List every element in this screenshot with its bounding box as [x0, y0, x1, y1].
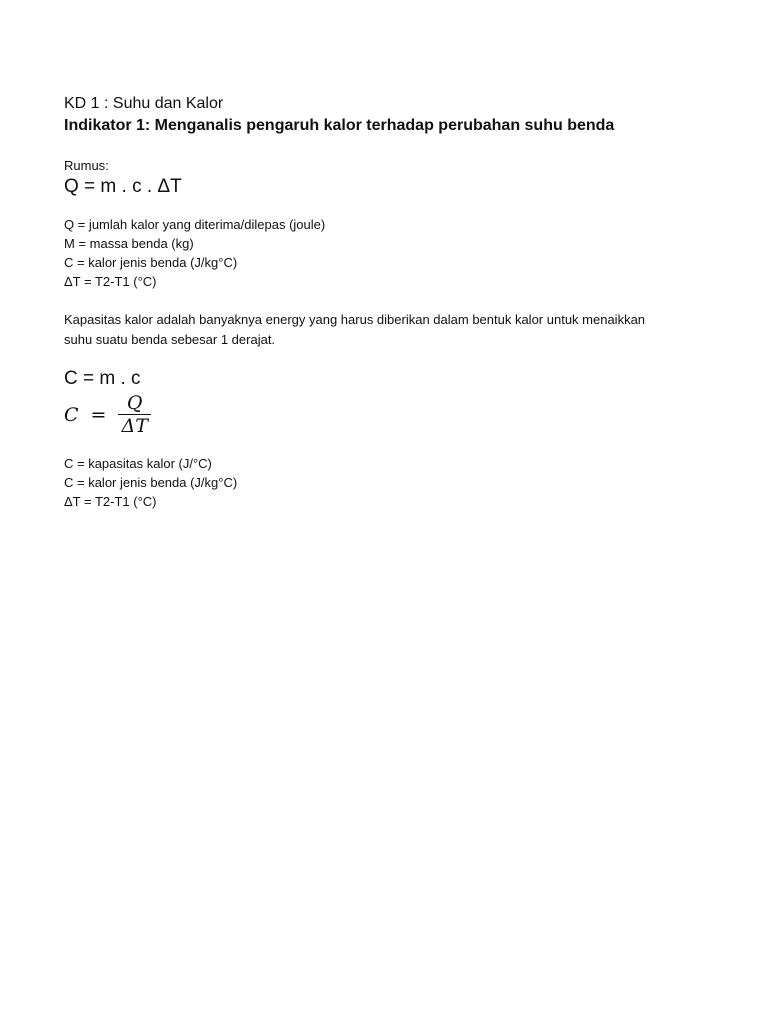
definition-kalor-jenis: C = kalor jenis benda (J/kg°C): [64, 475, 238, 490]
definition-kapasitas: C = kapasitas kalor (J/°C): [64, 456, 212, 471]
spacer: [64, 439, 724, 454]
document-page: [64, 93, 724, 511]
spacer: [64, 349, 724, 367]
kapasitas-paragraph-line-1: Kapasitas kalor adalah banyaknya energy yang harus diberikan dalam bentuk kalor untuk menaikkan: [64, 312, 646, 327]
definition-m: M = massa benda (kg): [64, 236, 194, 251]
kapasitas-paragraph-line-2: suhu suatu benda sebesar 1 derajat.: [64, 331, 276, 347]
fraction-numerator: Q: [126, 391, 143, 414]
kd-heading: KD 1 : Suhu dan Kalor: [64, 95, 224, 112]
spacer: [64, 199, 724, 215]
heat-formula: Q = m . c . ΔT: [64, 176, 182, 197]
rumus-label: Rumus:: [64, 158, 109, 173]
fraction-denominator: ΔT: [121, 415, 148, 438]
capacity-fraction-formula: [64, 391, 724, 439]
fraction: [118, 393, 150, 437]
definition-q: Q = jumlah kalor yang diterima/dilepas (joule): [64, 217, 326, 232]
spacer: [64, 291, 724, 310]
fraction-lhs: C: [64, 404, 79, 426]
definition-c: C = kalor jenis benda (J/kg°C): [64, 255, 238, 270]
capacity-formula: C = m . c: [64, 368, 141, 389]
fraction-equals: =: [90, 404, 107, 426]
spacer: [64, 137, 724, 156]
indikator-heading: Indikator 1: Menganalis pengaruh kalor terhadap perubahan suhu benda: [64, 117, 615, 134]
definition-delta-t: ΔT = T2-T1 (°C): [64, 274, 157, 289]
definition-delta-t-2: ΔT = T2-T1 (°C): [64, 494, 157, 509]
